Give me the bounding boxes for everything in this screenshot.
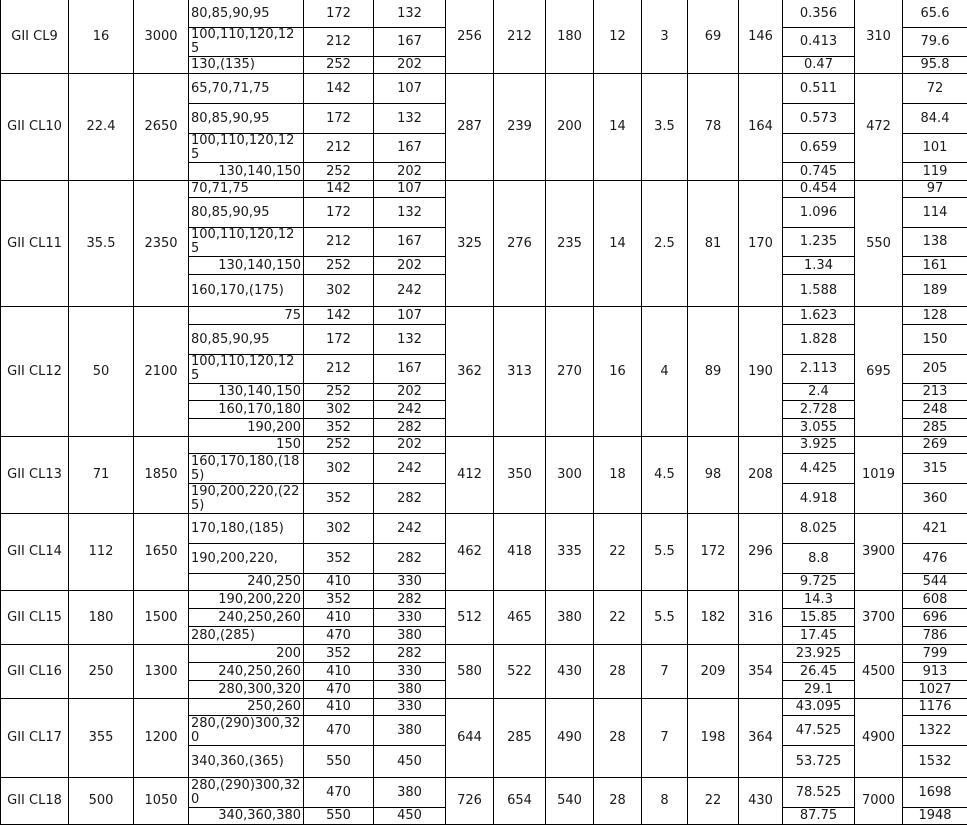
mass-cell: 913	[903, 663, 967, 681]
dimension-f-cell: 22	[594, 514, 642, 591]
inertia-cell: 9.725	[783, 574, 855, 591]
bore-diameter-cell: 200	[189, 645, 304, 663]
length-l1-cell: 142	[304, 181, 374, 198]
mass-cell: 205	[903, 355, 967, 384]
length-l1-cell: 302	[304, 454, 374, 484]
mass-cell: 696	[903, 609, 967, 627]
inertia-cell: 2.728	[783, 401, 855, 419]
mass-cell: 1698	[903, 778, 967, 808]
mass-cell: 95.8	[903, 57, 967, 74]
inertia-cell: 0.573	[783, 104, 855, 134]
mass-cell: 138	[903, 228, 967, 257]
length-l1-cell: 142	[304, 74, 374, 104]
bore-diameter-cell: 80,85,90,95	[189, 325, 304, 355]
table-row	[1, 74, 967, 104]
inertia-cell: 23.925	[783, 645, 855, 663]
table-row	[1, 307, 967, 325]
mass-cell: 1532	[903, 746, 967, 778]
dimension-d-cell: 654	[494, 778, 546, 825]
mass-cell: 97	[903, 181, 967, 198]
torque-cell: 50	[69, 307, 134, 437]
model-cell: GII CL17	[1, 699, 69, 778]
bore-diameter-cell: 100,110,120,125	[189, 134, 304, 163]
length-l1-cell: 470	[304, 716, 374, 746]
length-l2-cell: 380	[374, 627, 446, 645]
dimension-f-cell: 28	[594, 645, 642, 699]
bore-diameter-cell: 250,260	[189, 699, 304, 716]
model-cell: GII CL12	[1, 307, 69, 437]
inertia-cell: 2.113	[783, 355, 855, 384]
dimension-d-cell: 276	[494, 181, 546, 307]
length-l2-cell: 242	[374, 454, 446, 484]
bore-diameter-cell: 280,300,320	[189, 681, 304, 699]
weight-group-cell: 550	[855, 181, 903, 307]
weight-group-cell: 472	[855, 74, 903, 181]
model-cell: GII CL11	[1, 181, 69, 307]
length-l1-cell: 550	[304, 808, 374, 825]
dimension-f-cell: 16	[594, 307, 642, 437]
bore-diameter-cell: 190,200,220,	[189, 544, 304, 574]
weight-group-cell: 310	[855, 0, 903, 74]
inertia-cell: 4.918	[783, 484, 855, 514]
dimension-f-cell: 22	[594, 591, 642, 645]
length-l1-cell: 212	[304, 355, 374, 384]
dimension-h-cell: 81	[688, 181, 739, 307]
table-row	[1, 645, 967, 663]
length-l1-cell: 410	[304, 663, 374, 681]
length-l2-cell: 282	[374, 544, 446, 574]
length-l2-cell: 380	[374, 681, 446, 699]
length-l2-cell: 330	[374, 609, 446, 627]
inertia-cell: 1.828	[783, 325, 855, 355]
dimension-e-cell: 430	[546, 645, 594, 699]
inertia-cell: 53.725	[783, 746, 855, 778]
length-l2-cell: 107	[374, 74, 446, 104]
mass-cell: 608	[903, 591, 967, 609]
dimension-g-cell: 4	[642, 307, 688, 437]
length-l1-cell: 470	[304, 681, 374, 699]
length-l2-cell: 202	[374, 437, 446, 454]
torque-cell: 500	[69, 778, 134, 825]
inertia-cell: 0.454	[783, 181, 855, 198]
bore-diameter-cell: 340,360,380	[189, 808, 304, 825]
dimension-e-cell: 200	[546, 74, 594, 181]
length-l2-cell: 167	[374, 28, 446, 57]
inertia-cell: 0.659	[783, 134, 855, 163]
inertia-cell: 0.413	[783, 28, 855, 57]
mass-cell: 79.6	[903, 28, 967, 57]
inertia-cell: 1.588	[783, 275, 855, 307]
mass-cell: 189	[903, 275, 967, 307]
mass-cell: 360	[903, 484, 967, 514]
dimension-g-cell: 5.5	[642, 514, 688, 591]
model-cell: GII CL14	[1, 514, 69, 591]
inertia-cell: 3.925	[783, 437, 855, 454]
model-cell: GII CL15	[1, 591, 69, 645]
inertia-cell: 1.096	[783, 198, 855, 228]
mass-cell: 128	[903, 307, 967, 325]
speed-cell: 3000	[134, 0, 189, 74]
dimension-d-cell: 522	[494, 645, 546, 699]
length-l1-cell: 252	[304, 384, 374, 401]
length-l2-cell: 202	[374, 384, 446, 401]
torque-cell: 250	[69, 645, 134, 699]
bore-diameter-cell: 190,200,220,(225)	[189, 484, 304, 514]
model-cell: GII CL13	[1, 437, 69, 514]
speed-cell: 1050	[134, 778, 189, 825]
bore-diameter-cell: 240,250,260	[189, 663, 304, 681]
dimension-d-cell: 350	[494, 437, 546, 514]
dimension-i-cell: 354	[739, 645, 783, 699]
dimension-c-cell: 287	[446, 74, 494, 181]
length-l1-cell: 550	[304, 746, 374, 778]
dimension-i-cell: 146	[739, 0, 783, 74]
bore-diameter-cell: 160,170,180	[189, 401, 304, 419]
weight-group-cell: 4500	[855, 645, 903, 699]
mass-cell: 65.6	[903, 0, 967, 28]
dimension-i-cell: 208	[739, 437, 783, 514]
length-l1-cell: 302	[304, 275, 374, 307]
inertia-cell: 1.623	[783, 307, 855, 325]
bore-diameter-cell: 65,70,71,75	[189, 74, 304, 104]
dimension-e-cell: 490	[546, 699, 594, 778]
length-l1-cell: 252	[304, 57, 374, 74]
length-l1-cell: 252	[304, 257, 374, 275]
dimension-i-cell: 190	[739, 307, 783, 437]
inertia-cell: 0.511	[783, 74, 855, 104]
torque-cell: 22.4	[69, 74, 134, 181]
torque-cell: 35.5	[69, 181, 134, 307]
length-l2-cell: 202	[374, 257, 446, 275]
length-l1-cell: 172	[304, 104, 374, 134]
dimension-g-cell: 7	[642, 699, 688, 778]
dimension-g-cell: 5.5	[642, 591, 688, 645]
torque-cell: 180	[69, 591, 134, 645]
dimension-c-cell: 412	[446, 437, 494, 514]
dimension-f-cell: 28	[594, 778, 642, 825]
weight-group-cell: 4900	[855, 699, 903, 778]
mass-cell: 248	[903, 401, 967, 419]
inertia-cell: 15.85	[783, 609, 855, 627]
dimension-i-cell: 296	[739, 514, 783, 591]
length-l1-cell: 212	[304, 28, 374, 57]
bore-diameter-cell: 80,85,90,95	[189, 198, 304, 228]
bore-diameter-cell: 100,110,120,125	[189, 28, 304, 57]
dimension-f-cell: 28	[594, 699, 642, 778]
bore-diameter-cell: 80,85,90,95	[189, 104, 304, 134]
length-l2-cell: 132	[374, 104, 446, 134]
dimension-g-cell: 4.5	[642, 437, 688, 514]
length-l2-cell: 202	[374, 163, 446, 181]
inertia-cell: 8.025	[783, 514, 855, 544]
bore-diameter-cell: 240,250	[189, 574, 304, 591]
model-cell: GII CL9	[1, 0, 69, 74]
mass-cell: 72	[903, 74, 967, 104]
model-cell: GII CL18	[1, 778, 69, 825]
inertia-cell: 0.47	[783, 57, 855, 74]
length-l2-cell: 132	[374, 0, 446, 28]
inertia-cell: 29.1	[783, 681, 855, 699]
length-l2-cell: 167	[374, 355, 446, 384]
mass-cell: 799	[903, 645, 967, 663]
dimension-d-cell: 465	[494, 591, 546, 645]
model-cell: GII CL10	[1, 74, 69, 181]
length-l1-cell: 410	[304, 609, 374, 627]
dimension-h-cell: 78	[688, 74, 739, 181]
length-l1-cell: 172	[304, 198, 374, 228]
length-l1-cell: 352	[304, 419, 374, 437]
dimension-e-cell: 270	[546, 307, 594, 437]
length-l2-cell: 242	[374, 401, 446, 419]
dimension-f-cell: 18	[594, 437, 642, 514]
dimension-e-cell: 180	[546, 0, 594, 74]
dimension-c-cell: 644	[446, 699, 494, 778]
mass-cell: 544	[903, 574, 967, 591]
speed-cell: 1300	[134, 645, 189, 699]
torque-cell: 355	[69, 699, 134, 778]
length-l1-cell: 302	[304, 401, 374, 419]
table-row	[1, 591, 967, 609]
dimension-h-cell: 182	[688, 591, 739, 645]
mass-cell: 161	[903, 257, 967, 275]
dimension-c-cell: 580	[446, 645, 494, 699]
dimension-d-cell: 418	[494, 514, 546, 591]
model-cell: GII CL16	[1, 645, 69, 699]
bore-diameter-cell: 100,110,120,125	[189, 228, 304, 257]
dimension-e-cell: 540	[546, 778, 594, 825]
length-l1-cell: 302	[304, 514, 374, 544]
bore-diameter-cell: 70,71,75	[189, 181, 304, 198]
inertia-cell: 43.095	[783, 699, 855, 716]
inertia-cell: 26.45	[783, 663, 855, 681]
dimension-c-cell: 726	[446, 778, 494, 825]
length-l1-cell: 172	[304, 325, 374, 355]
mass-cell: 1322	[903, 716, 967, 746]
mass-cell: 84.4	[903, 104, 967, 134]
bore-diameter-cell: 280,(290)300,320	[189, 778, 304, 808]
table-row	[1, 0, 967, 28]
length-l2-cell: 242	[374, 514, 446, 544]
length-l2-cell: 107	[374, 307, 446, 325]
length-l2-cell: 282	[374, 419, 446, 437]
inertia-cell: 4.425	[783, 454, 855, 484]
length-l2-cell: 107	[374, 181, 446, 198]
speed-cell: 1500	[134, 591, 189, 645]
dimension-g-cell: 8	[642, 778, 688, 825]
dimension-h-cell: 198	[688, 699, 739, 778]
speed-cell: 2350	[134, 181, 189, 307]
bore-diameter-cell: 80,85,90,95	[189, 0, 304, 28]
length-l1-cell: 352	[304, 591, 374, 609]
speed-cell: 1650	[134, 514, 189, 591]
mass-cell: 1948	[903, 808, 967, 825]
bore-diameter-cell: 160,170,(175)	[189, 275, 304, 307]
length-l2-cell: 132	[374, 198, 446, 228]
length-l2-cell: 282	[374, 645, 446, 663]
mass-cell: 421	[903, 514, 967, 544]
mass-cell: 150	[903, 325, 967, 355]
length-l1-cell: 172	[304, 0, 374, 28]
table-row	[1, 181, 967, 198]
inertia-cell: 0.745	[783, 163, 855, 181]
table-row	[1, 437, 967, 454]
length-l2-cell: 167	[374, 228, 446, 257]
dimension-i-cell: 364	[739, 699, 783, 778]
dimension-c-cell: 256	[446, 0, 494, 74]
dimension-f-cell: 12	[594, 0, 642, 74]
bore-diameter-cell: 240,250,260	[189, 609, 304, 627]
bore-diameter-cell: 150	[189, 437, 304, 454]
length-l2-cell: 450	[374, 746, 446, 778]
bore-diameter-cell: 130,140,150	[189, 163, 304, 181]
length-l2-cell: 330	[374, 574, 446, 591]
length-l1-cell: 212	[304, 228, 374, 257]
bore-diameter-cell: 280,(290)300,320	[189, 716, 304, 746]
length-l2-cell: 330	[374, 699, 446, 716]
mass-cell: 315	[903, 454, 967, 484]
length-l1-cell: 410	[304, 574, 374, 591]
bore-diameter-cell: 340,360,(365)	[189, 746, 304, 778]
dimension-f-cell: 14	[594, 74, 642, 181]
mass-cell: 119	[903, 163, 967, 181]
bore-diameter-cell: 75	[189, 307, 304, 325]
torque-cell: 112	[69, 514, 134, 591]
speed-cell: 1850	[134, 437, 189, 514]
dimension-d-cell: 285	[494, 699, 546, 778]
inertia-cell: 78.525	[783, 778, 855, 808]
dimension-h-cell: 22	[688, 778, 739, 825]
dimension-h-cell: 172	[688, 514, 739, 591]
inertia-cell: 8.8	[783, 544, 855, 574]
dimension-e-cell: 300	[546, 437, 594, 514]
dimension-i-cell: 430	[739, 778, 783, 825]
dimension-i-cell: 316	[739, 591, 783, 645]
length-l2-cell: 282	[374, 591, 446, 609]
inertia-cell: 14.3	[783, 591, 855, 609]
length-l1-cell: 252	[304, 437, 374, 454]
length-l1-cell: 410	[304, 699, 374, 716]
mass-cell: 101	[903, 134, 967, 163]
dimension-d-cell: 239	[494, 74, 546, 181]
bore-diameter-cell: 130,140,150	[189, 257, 304, 275]
length-l1-cell: 352	[304, 544, 374, 574]
bore-diameter-cell: 280,(285)	[189, 627, 304, 645]
dimension-g-cell: 7	[642, 645, 688, 699]
table-row	[1, 699, 967, 716]
speed-cell: 2100	[134, 307, 189, 437]
speed-cell: 2650	[134, 74, 189, 181]
weight-group-cell: 7000	[855, 778, 903, 825]
speed-cell: 1200	[134, 699, 189, 778]
dimension-d-cell: 212	[494, 0, 546, 74]
mass-cell: 269	[903, 437, 967, 454]
dimension-h-cell: 69	[688, 0, 739, 74]
mass-cell: 285	[903, 419, 967, 437]
dimension-i-cell: 170	[739, 181, 783, 307]
bore-diameter-cell: 170,180,(185)	[189, 514, 304, 544]
bore-diameter-cell: 130,140,150	[189, 384, 304, 401]
bore-diameter-cell: 190,200,220	[189, 591, 304, 609]
length-l1-cell: 352	[304, 484, 374, 514]
inertia-cell: 0.356	[783, 0, 855, 28]
length-l2-cell: 132	[374, 325, 446, 355]
length-l2-cell: 380	[374, 778, 446, 808]
length-l2-cell: 167	[374, 134, 446, 163]
length-l2-cell: 282	[374, 484, 446, 514]
length-l1-cell: 252	[304, 163, 374, 181]
mass-cell: 1176	[903, 699, 967, 716]
dimension-c-cell: 462	[446, 514, 494, 591]
dimension-e-cell: 380	[546, 591, 594, 645]
dimension-f-cell: 14	[594, 181, 642, 307]
inertia-cell: 2.4	[783, 384, 855, 401]
length-l1-cell: 470	[304, 778, 374, 808]
length-l2-cell: 330	[374, 663, 446, 681]
bore-diameter-cell: 190,200	[189, 419, 304, 437]
dimension-e-cell: 235	[546, 181, 594, 307]
length-l1-cell: 470	[304, 627, 374, 645]
dimension-d-cell: 313	[494, 307, 546, 437]
dimension-h-cell: 209	[688, 645, 739, 699]
length-l2-cell: 380	[374, 716, 446, 746]
table-body	[1, 0, 967, 825]
inertia-cell: 3.055	[783, 419, 855, 437]
weight-group-cell: 695	[855, 307, 903, 437]
table-row	[1, 514, 967, 544]
dimension-e-cell: 335	[546, 514, 594, 591]
torque-cell: 16	[69, 0, 134, 74]
length-l2-cell: 450	[374, 808, 446, 825]
weight-group-cell: 1019	[855, 437, 903, 514]
torque-cell: 71	[69, 437, 134, 514]
mass-cell: 476	[903, 544, 967, 574]
dimension-i-cell: 164	[739, 74, 783, 181]
dimension-c-cell: 362	[446, 307, 494, 437]
mass-cell: 213	[903, 384, 967, 401]
inertia-cell: 17.45	[783, 627, 855, 645]
dimension-c-cell: 325	[446, 181, 494, 307]
table-row	[1, 778, 967, 808]
mass-cell: 786	[903, 627, 967, 645]
dimension-g-cell: 3	[642, 0, 688, 74]
bore-diameter-cell: 130,(135)	[189, 57, 304, 74]
inertia-cell: 47.525	[783, 716, 855, 746]
weight-group-cell: 3700	[855, 591, 903, 645]
dimension-g-cell: 2.5	[642, 181, 688, 307]
mass-cell: 114	[903, 198, 967, 228]
inertia-cell: 87.75	[783, 808, 855, 825]
bore-diameter-cell: 100,110,120,125	[189, 355, 304, 384]
dimension-h-cell: 89	[688, 307, 739, 437]
dimension-h-cell: 98	[688, 437, 739, 514]
mass-cell: 1027	[903, 681, 967, 699]
bore-diameter-cell: 160,170,180,(185)	[189, 454, 304, 484]
inertia-cell: 1.34	[783, 257, 855, 275]
weight-group-cell: 3900	[855, 514, 903, 591]
dimension-g-cell: 3.5	[642, 74, 688, 181]
inertia-cell: 1.235	[783, 228, 855, 257]
length-l1-cell: 212	[304, 134, 374, 163]
length-l1-cell: 352	[304, 645, 374, 663]
dimension-c-cell: 512	[446, 591, 494, 645]
length-l1-cell: 142	[304, 307, 374, 325]
length-l2-cell: 242	[374, 275, 446, 307]
length-l2-cell: 202	[374, 57, 446, 74]
